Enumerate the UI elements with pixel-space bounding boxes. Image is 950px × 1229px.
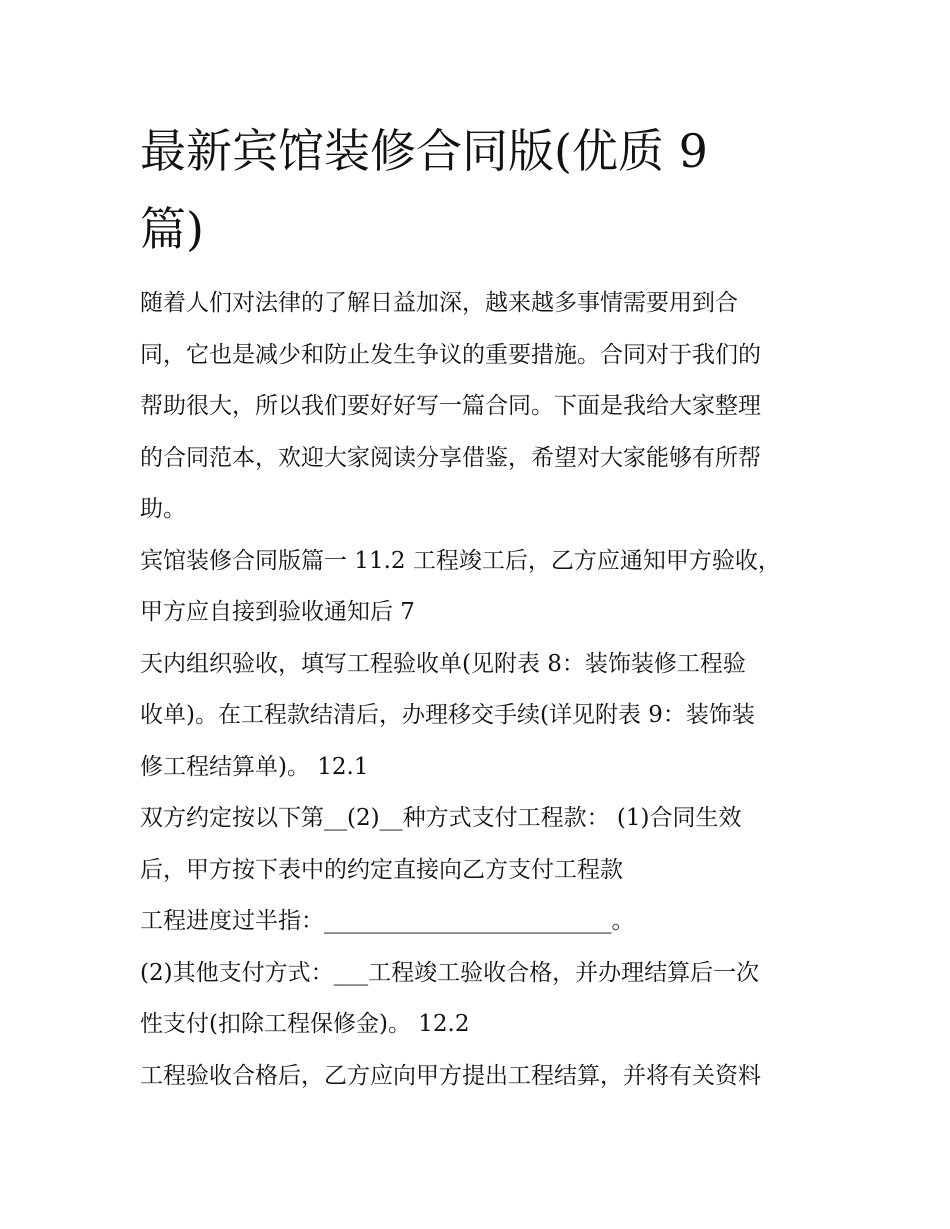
title-line-1: 最新宾馆装修合同版(优质 9 bbox=[140, 124, 708, 178]
body-line: 甲方应自接到验收通知后 7 bbox=[140, 599, 415, 625]
title-line-2: 篇) bbox=[140, 202, 204, 256]
body-line: 随着人们对法律的了解日益加深，越来越多事情需要用到合 bbox=[140, 290, 738, 316]
body-line: 帮助很大，所以我们要好好写一篇合同。下面是我给大家整理 bbox=[140, 393, 761, 419]
body-line: 后，甲方按下表中的约定直接向乙方支付工程款 bbox=[140, 856, 623, 883]
body-line: 性支付(扣除工程保修金)。 12.2 bbox=[140, 1011, 470, 1037]
body-line: 宾馆装修合同版篇一 11.2 工程竣工后，乙方应通知甲方验收， bbox=[140, 547, 781, 574]
body-line: 同，它也是减少和防止发生争议的重要措施。合同对于我们的 bbox=[140, 341, 761, 368]
body-line: 的合同范本，欢迎大家阅读分享借鉴，希望对大家能够有所帮 bbox=[140, 444, 761, 471]
body-line: 天内组织验收，填写工程验收单(见附表 8：装饰装修工程验 bbox=[140, 650, 746, 677]
body-line: 工程验收合格后，乙方应向甲方提出工程结算，并将有关资料 bbox=[140, 1062, 761, 1089]
body-line: 工程进度过半指：_________________________。 bbox=[140, 908, 635, 934]
body-line: 修工程结算单)。 12.1 bbox=[140, 753, 369, 780]
document-title bbox=[140, 112, 820, 268]
body-line: 助。 bbox=[140, 496, 186, 522]
body-line: 收单)。在工程款结清后，办理移交手续(详见附表 9：装饰装 bbox=[140, 702, 755, 728]
body-line: (2)其他支付方式：___工程竣工验收合格，并办理结算后一次 bbox=[140, 959, 760, 986]
document-body bbox=[140, 278, 830, 1102]
body-line: 双方约定按以下第__(2)__种方式支付工程款： (1)合同生效 bbox=[140, 805, 742, 831]
